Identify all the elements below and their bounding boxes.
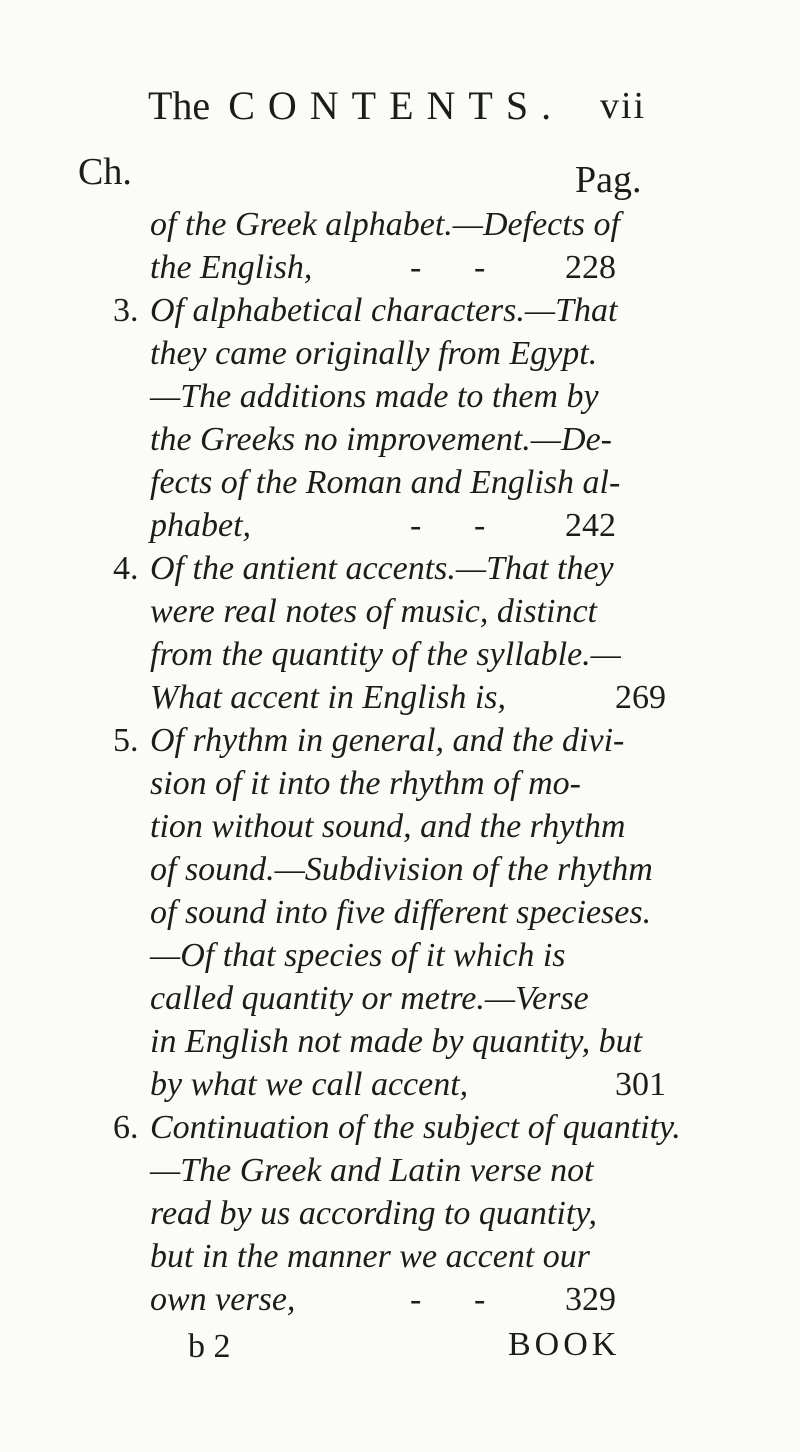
- toc-line-text: What accent in English is,: [150, 679, 507, 716]
- entry-page: 228: [565, 249, 616, 286]
- toc-line-text: the Greeks no improvement.—De-: [150, 421, 613, 458]
- leader-dash: -: [410, 249, 422, 286]
- leader-dash: -: [410, 507, 422, 544]
- toc-line-text: called quantity or metre.—Verse: [150, 980, 589, 1017]
- chapter-number: 3.: [113, 292, 139, 329]
- toc-line-text: Continuation of the subject of quantity.: [150, 1109, 681, 1146]
- leader-dash: -: [474, 1281, 486, 1318]
- toc-line-text: Of the antient accents.—That they: [150, 550, 614, 587]
- page-number: vii: [600, 85, 647, 127]
- running-head-title: CONTENTS.: [228, 83, 565, 128]
- toc-line-text: were real notes of music, distinct: [150, 593, 597, 630]
- toc-line-text: Of alphabetical characters.—That: [150, 292, 618, 329]
- running-head: [148, 82, 564, 129]
- toc-line-text: fects of the Roman and English al-: [150, 464, 621, 501]
- leader-dash: -: [474, 507, 486, 544]
- page-column-heading: Pag.: [575, 159, 642, 201]
- chapter-number: 5.: [113, 722, 139, 759]
- toc-line-text: in English not made by quantity, but: [150, 1023, 643, 1060]
- chapter-number: 4.: [113, 550, 139, 587]
- leader-dash: -: [410, 1281, 422, 1318]
- entry-page: 329: [565, 1281, 616, 1318]
- toc-line-text: —The additions made to them by: [150, 378, 599, 415]
- toc-line-text: but in the manner we accent our: [150, 1238, 591, 1275]
- toc-line-text: by what we call accent,: [150, 1066, 469, 1103]
- toc-line-text: read by us according to quantity,: [150, 1195, 597, 1232]
- chapter-column-heading: Ch.: [78, 151, 132, 193]
- signature-mark: b 2: [188, 1328, 231, 1365]
- entry-page: 269: [615, 679, 666, 716]
- toc-line-text: they came originally from Egypt.: [150, 335, 598, 372]
- toc-line-text: —The Greek and Latin verse not: [150, 1152, 594, 1189]
- catchword: BOOK: [508, 1326, 621, 1363]
- toc-line-text: phabet,: [150, 507, 252, 544]
- entry-page: 301: [615, 1066, 666, 1103]
- toc-line-text: own verse,: [150, 1281, 296, 1318]
- toc-line-text: sion of it into the rhythm of mo-: [150, 765, 581, 802]
- running-head-prefix: The: [148, 83, 211, 128]
- toc-line-text: of sound into five different specieses.: [150, 894, 652, 931]
- entry-page: 242: [565, 507, 616, 544]
- leader-dash: -: [474, 249, 486, 286]
- toc-line-text: —Of that species of it which is: [150, 937, 566, 974]
- chapter-number: 6.: [113, 1109, 139, 1146]
- toc-line-text: tion without sound, and the rhythm: [150, 808, 626, 845]
- toc-line-text: from the quantity of the syllable.—: [150, 636, 621, 673]
- toc-line-text: of the Greek alphabet.—Defects of: [150, 206, 620, 243]
- toc-line: [0, 1281, 800, 1331]
- toc-line-text: Of rhythm in general, and the divi-: [150, 722, 625, 759]
- toc-line-text: the English,: [150, 249, 313, 286]
- toc-line-text: of sound.—Subdivision of the rhythm: [150, 851, 653, 888]
